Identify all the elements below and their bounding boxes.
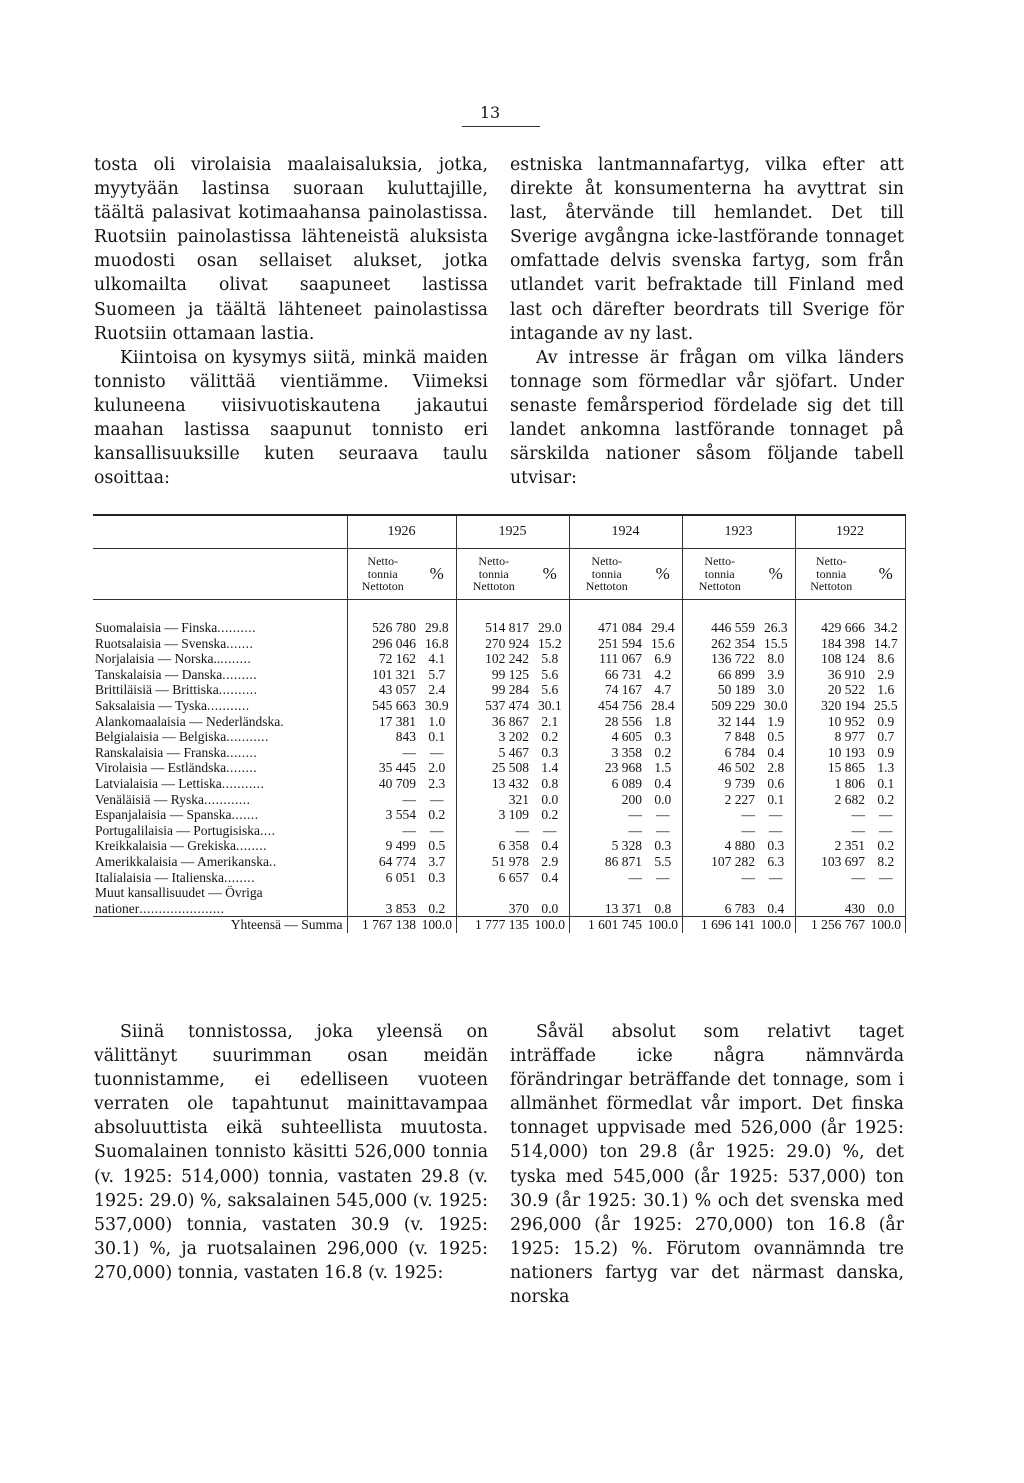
year-header: 1922 [795, 515, 905, 549]
percent-cell [531, 885, 569, 901]
nationality-cell: Kreikkalaisia — Grekiska........ [93, 838, 347, 854]
tonnage-cell: — [851, 869, 865, 885]
percent-cell: 2.9 [867, 667, 905, 683]
percent-cell: 1.8 [644, 714, 682, 730]
percent-cell: — [867, 807, 905, 823]
tonnage-cell [795, 885, 867, 901]
percent-cell: 0.1 [757, 792, 795, 808]
tonnage-cell: — [628, 807, 642, 823]
percent-cell: 6.3 [757, 854, 795, 870]
year-header-row [93, 515, 905, 549]
table-row [93, 854, 905, 870]
percent-cell [867, 885, 905, 901]
netto-header: Netto- tonnia Nettoton [682, 549, 757, 600]
percent-cell: — [757, 823, 795, 839]
tonnage-table [93, 514, 906, 933]
percent-header: % [418, 549, 456, 600]
percent-cell: 100.0 [644, 917, 682, 933]
tonnage-cell: 843 [395, 729, 416, 745]
tonnage-cell: 321 [508, 791, 529, 807]
nationality-cell: Muut kansallisuudet — Övriga [93, 885, 347, 901]
percent-cell: 30.1 [531, 698, 569, 714]
table-row [93, 870, 905, 886]
tonnage-cell [682, 885, 757, 901]
tonnage-cell: 64 774 [378, 853, 416, 869]
percent-cell: — [644, 823, 682, 839]
percent-cell: 5.5 [644, 854, 682, 870]
tonnage-cell: 13 432 [491, 775, 529, 791]
percent-cell: 15.6 [644, 636, 682, 652]
tonnage-cell: 4 880 [724, 838, 755, 854]
percent-cell: 0.0 [531, 792, 569, 808]
percent-cell: 0.1 [867, 776, 905, 792]
netto-header: Netto- tonnia Nettoton [795, 549, 867, 600]
percent-cell: 30.9 [418, 698, 456, 714]
nationality-cell: Virolaisia — Estländska........ [93, 760, 347, 776]
percent-cell: 15.2 [531, 636, 569, 652]
percent-cell: 0.4 [531, 870, 569, 886]
tonnage-cell: 25 508 [491, 760, 529, 776]
table-row [93, 807, 905, 823]
percent-cell: 100.0 [867, 917, 905, 933]
year-header: 1923 [682, 515, 795, 549]
percent-cell: — [757, 807, 795, 823]
tonnage-cell: 20 522 [827, 682, 865, 698]
table-row [93, 792, 905, 808]
percent-cell: 25.5 [867, 698, 905, 714]
tonnage-cell: 446 559 [711, 620, 755, 635]
percent-cell: — [644, 870, 682, 886]
tonnage-cell: — [402, 791, 416, 807]
tonnage-cell: 370 [508, 900, 529, 916]
finnish-text-top [94, 153, 488, 490]
table-row [93, 745, 905, 761]
percent-cell: 8.2 [867, 854, 905, 870]
tonnage-cell: 102 242 [485, 651, 529, 667]
percent-cell: — [418, 745, 456, 761]
tonnage-cell: 28 556 [604, 713, 642, 729]
tonnage-cell: 9 739 [724, 775, 755, 791]
percent-cell: 0.0 [867, 901, 905, 917]
netto-header: Netto- tonnia Nettoton [347, 549, 418, 600]
table-row [93, 838, 905, 854]
swedish-paragraph-3: Såväl absolut som relativt taget inträffade icke några nämnvärda förändringar beträffande det tonnage, som i allmänhet förmedlat vår import. Det finska tonnaget uppvisade med 526,000 (år 1925: 514,000) ton 29.8 (år 1925: 29.0) %, det tyska med 545,000 (år 1925: 537,000) ton 30.9 (år 1925: 30.1) % och det svenska med 296,000 (år 1925: 270,000) ton 16.8 (år 1925: 15.2) %. Förutom ovannämnda tre nationers fartyg var det närmast danska, norska [510, 1022, 904, 1308]
tonnage-cell: 66 731 [604, 666, 642, 682]
tonnage-cell: 101 321 [372, 666, 416, 682]
total-label: Yhteensä — Summa [93, 917, 347, 933]
percent-cell: 29.4 [644, 620, 682, 636]
tonnage-cell: 6 089 [611, 775, 642, 791]
percent-cell: 0.4 [757, 745, 795, 761]
nationality-cell: Alankomaalaisia — Nederländska. [93, 714, 347, 730]
tonnage-cell [347, 885, 418, 901]
table-row [93, 667, 905, 683]
percent-cell: 2.1 [531, 714, 569, 730]
tonnage-cell: 262 354 [711, 635, 755, 651]
table-row [93, 636, 905, 652]
percent-cell: 0.4 [757, 901, 795, 917]
percent-cell: 2.0 [418, 760, 456, 776]
tonnage-cell: 537 474 [485, 697, 529, 713]
tonnage-cell: 6 784 [724, 744, 755, 760]
finnish-paragraph-2: Kiintoisa on kysymys siitä, minkä maiden tonnisto välittää vientiämme. Viimeksi kuluneena viisivuotiskautena jakautui maahan lastissa saapunut tonnisto eri kansallisuuksille kuten seuraava taulu osoittaa: [94, 347, 488, 489]
percent-cell: 0.5 [418, 838, 456, 854]
nationality-cell: Belgialaisia — Belgiska........... [93, 729, 347, 745]
nationality-cell: Tanskalaisia — Danska......... [93, 667, 347, 683]
tonnage-cell: 72 162 [378, 651, 416, 667]
total-row [93, 917, 905, 933]
tonnage-cell: — [402, 822, 416, 838]
percent-cell: 0.3 [644, 838, 682, 854]
tonnage-cell: 103 697 [821, 853, 865, 869]
tonnage-cell: 17 381 [378, 713, 416, 729]
nationality-cell: Brittiläisiä — Brittiska.......... [93, 682, 347, 698]
table-row [93, 901, 905, 917]
tonnage-cell: 3 202 [498, 729, 529, 745]
percent-cell: — [757, 870, 795, 886]
tonnage-cell: 10 952 [827, 713, 865, 729]
percent-cell: 2.3 [418, 776, 456, 792]
percent-cell: 0.3 [757, 838, 795, 854]
tonnage-cell: 430 [844, 900, 865, 916]
tonnage-cell: 43 057 [378, 682, 416, 698]
percent-cell: — [531, 823, 569, 839]
percent-cell: 2.4 [418, 682, 456, 698]
percent-cell: 3.9 [757, 667, 795, 683]
tonnage-cell: 296 046 [372, 635, 416, 651]
percent-cell: 5.6 [531, 667, 569, 683]
percent-cell: 0.3 [644, 729, 682, 745]
percent-cell: 100.0 [757, 917, 795, 933]
tonnage-cell [569, 885, 644, 901]
percent-cell: 0.1 [418, 729, 456, 745]
tonnage-cell: 3 554 [385, 807, 416, 823]
tonnage-cell: — [628, 822, 642, 838]
percent-cell: 0.3 [418, 870, 456, 886]
percent-cell [644, 885, 682, 901]
percent-cell: 8.6 [867, 651, 905, 667]
table-row [93, 729, 905, 745]
percent-cell: 0.0 [644, 792, 682, 808]
percent-cell: 0.3 [531, 745, 569, 761]
percent-cell: 100.0 [418, 917, 456, 933]
percent-cell: 0.8 [531, 776, 569, 792]
tonnage-cell: 5 467 [498, 744, 529, 760]
tonnage-cell: 7 848 [724, 729, 755, 745]
tonnage-cell: — [741, 807, 755, 823]
tonnage-cell: — [515, 822, 529, 838]
tonnage-cell: 200 [621, 791, 642, 807]
nationality-cell: Suomalaisia — Finska.......... [93, 620, 347, 636]
percent-cell: — [418, 823, 456, 839]
nationality-cell: Espanjalaisia — Spanska....... [93, 807, 347, 823]
percent-header: % [867, 549, 905, 600]
percent-header: % [757, 549, 795, 600]
table-body [93, 620, 905, 933]
table-row [93, 823, 905, 839]
tonnage-cell: 1 806 [834, 775, 865, 791]
tonnage-cell: 51 978 [491, 853, 529, 869]
percent-cell: 0.6 [757, 776, 795, 792]
table-row [93, 620, 905, 636]
tonnage-cell: 251 594 [598, 635, 642, 651]
table-row [93, 760, 905, 776]
tonnage-cell: 3 109 [498, 807, 529, 823]
percent-cell: 1.0 [418, 714, 456, 730]
tonnage-cell: 108 124 [821, 651, 865, 667]
percent-cell: 34.2 [867, 620, 905, 636]
percent-header: % [531, 549, 569, 600]
table-row [93, 682, 905, 698]
percent-cell: 26.3 [757, 620, 795, 636]
swedish-paragraph-1: estniska lantmannafartyg, vilka efter att direkte åt konsumenterna ha avyttrat sin last, återvände till hemlandet. Det till Sverige avgångna icke-lastförande tonnaget omfattade delvis svenska fartyg, som från utlandet varit befraktade till Finland med last och därefter beordrats till Sverige för intagande av ny last. [510, 155, 904, 344]
percent-cell: 4.7 [644, 682, 682, 698]
percent-cell: 3.0 [757, 682, 795, 698]
percent-cell: 5.7 [418, 667, 456, 683]
percent-header: % [644, 549, 682, 600]
percent-cell: — [867, 823, 905, 839]
tonnage-cell: 2 227 [724, 791, 755, 807]
tonnage-cell: — [851, 807, 865, 823]
percent-cell: 0.5 [757, 729, 795, 745]
tonnage-cell: 15 865 [827, 760, 865, 776]
tonnage-cell: — [402, 744, 416, 760]
table-row [93, 651, 905, 667]
percent-cell: — [418, 792, 456, 808]
percent-cell: 1.9 [757, 714, 795, 730]
tonnage-cell: 6 657 [498, 869, 529, 885]
tonnage-cell: 1 696 141 [682, 917, 757, 933]
percent-cell: — [867, 870, 905, 886]
percent-cell: 5.8 [531, 651, 569, 667]
tonnage-cell: 4 605 [611, 729, 642, 745]
percent-cell: 0.8 [644, 901, 682, 917]
table-row [93, 885, 905, 901]
tonnage-cell [456, 885, 531, 901]
tonnage-cell: 35 445 [378, 760, 416, 776]
tonnage-cell: 10 193 [827, 744, 865, 760]
percent-cell: 1.5 [644, 760, 682, 776]
percent-cell: 2.9 [531, 854, 569, 870]
nationality-cell: Amerikkalaisia — Amerikanska.. [93, 854, 347, 870]
page-number-rule [462, 126, 540, 127]
percent-cell: 0.2 [531, 729, 569, 745]
percent-cell [418, 885, 456, 901]
percent-cell: 0.2 [418, 901, 456, 917]
tonnage-cell: 270 924 [485, 635, 529, 651]
swedish-text-top [510, 153, 904, 490]
percent-cell: 1.3 [867, 760, 905, 776]
percent-cell: 16.8 [418, 636, 456, 652]
tonnage-cell: 1 601 745 [569, 917, 644, 933]
percent-cell: 0.4 [644, 776, 682, 792]
tonnage-cell: 86 871 [604, 853, 642, 869]
tonnage-cell: 509 229 [711, 697, 755, 713]
tonnage-cell: 320 194 [821, 697, 865, 713]
percent-cell: 2.8 [757, 760, 795, 776]
tonnage-cell: 32 144 [717, 713, 755, 729]
tonnage-cell: 429 666 [821, 620, 865, 635]
percent-cell: — [644, 807, 682, 823]
tonnage-cell: 3 853 [385, 900, 416, 916]
tonnage-cell: 6 358 [498, 838, 529, 854]
swedish-paragraph-2: Av intresse är frågan om vilka länders tonnage som förmedlar vår sjöfart. Under senaste femårsperiod fördelade sig det till landet ankomna lastförande tonnaget på särskilda nationer såsom följande tabell utvisar: [510, 347, 904, 489]
year-header: 1924 [569, 515, 682, 549]
tonnage-cell: 50 189 [717, 682, 755, 698]
nationality-cell: Saksalaisia — Tyska........... [93, 698, 347, 714]
percent-cell: 4.1 [418, 651, 456, 667]
tonnage-cell: 2 351 [834, 838, 865, 854]
percent-cell: 0.9 [867, 714, 905, 730]
percent-cell: 0.4 [531, 838, 569, 854]
percent-cell: 0.7 [867, 729, 905, 745]
percent-cell: 0.2 [867, 838, 905, 854]
percent-cell: 1.6 [867, 682, 905, 698]
finnish-text-bottom [94, 1020, 488, 1285]
tonnage-cell: 454 756 [598, 697, 642, 713]
percent-cell: 29.8 [418, 620, 456, 636]
tonnage-cell: 13 371 [604, 900, 642, 916]
tonnage-cell: 471 084 [598, 620, 642, 635]
tonnage-cell: 5 328 [611, 838, 642, 854]
percent-cell: 8.0 [757, 651, 795, 667]
tonnage-cell: 40 709 [378, 775, 416, 791]
tonnage-cell: 99 284 [491, 682, 529, 698]
nationality-header [93, 515, 347, 549]
nationality-cell: Ruotsalaisia — Svenska....... [93, 636, 347, 652]
percent-cell: 6.9 [644, 651, 682, 667]
tonnage-cell: 111 067 [599, 651, 642, 667]
tonnage-cell: 1 256 767 [795, 917, 867, 933]
tonnage-cell: 107 282 [711, 853, 755, 869]
tonnage-cell: 184 398 [821, 635, 865, 651]
nationality-cell: Italialaisia — Italienska........ [93, 870, 347, 886]
tonnage-cell: 545 663 [372, 697, 416, 713]
tonnage-cell: — [741, 869, 755, 885]
year-header: 1925 [456, 515, 569, 549]
tonnage-cell: 1 777 135 [456, 917, 531, 933]
nationality-subheader [93, 549, 347, 600]
tonnage-cell: 2 682 [834, 791, 865, 807]
nationality-cell: Ranskalaisia — Franska........ [93, 745, 347, 761]
table-row [93, 776, 905, 792]
table-row [93, 714, 905, 730]
tonnage-cell: 99 125 [491, 666, 529, 682]
nationality-cell: Venäläisiä — Ryska............ [93, 792, 347, 808]
finnish-paragraph-3: Siinä tonnistossa, joka yleensä on välittänyt suurimman osan meidän tuonnistamme, ei edelliseen vuoteen verraten ole tapahtunut mainittavampaa absoluuttista eikä suhteellista muutosta. Suomalainen tonnisto käsitti 526,000 tonnia (v. 1925: 514,000) tonnia, vastaten 29.8 (v. 1925: 29.0) %, saksalainen 545,000 (v. 1925: 537,000) tonnia, vastaten 30.9 (v. 1925: 30.1) %, ja ruotsalainen 296,000 (v. 1925: 270,000) tonnia, vastaten 16.8 (v. 1925: [94, 1022, 488, 1283]
percent-cell: 100.0 [531, 917, 569, 933]
swedish-text-bottom [510, 1020, 904, 1309]
table-row [93, 698, 905, 714]
percent-cell: 4.2 [644, 667, 682, 683]
tonnage-cell: 1 767 138 [347, 917, 418, 933]
nationality-cell: Portugalilaisia — Portugisiska.... [93, 823, 347, 839]
tonnage-cell: 9 499 [385, 838, 416, 854]
page-number: 13 [479, 103, 501, 122]
sub-header-row [93, 549, 905, 600]
percent-cell: 0.2 [644, 745, 682, 761]
netto-header: Netto- tonnia Nettoton [456, 549, 531, 600]
percent-cell: 30.0 [757, 698, 795, 714]
nationality-cell: nationer...................... [93, 901, 347, 917]
tonnage-cell: 36 867 [491, 713, 529, 729]
netto-header: Netto- tonnia Nettoton [569, 549, 644, 600]
percent-cell: 14.7 [867, 636, 905, 652]
tonnage-cell: 66 899 [717, 666, 755, 682]
nationality-tonnage-table [93, 514, 905, 933]
tonnage-cell: 514 817 [485, 620, 529, 635]
nationality-cell: Norjalaisia — Norska.......... [93, 651, 347, 667]
tonnage-cell: 23 968 [604, 760, 642, 776]
percent-cell: 0.0 [531, 901, 569, 917]
tonnage-cell: 3 358 [611, 744, 642, 760]
percent-cell: 1.4 [531, 760, 569, 776]
tonnage-cell: — [851, 822, 865, 838]
percent-cell: 28.4 [644, 698, 682, 714]
tonnage-cell: 526 780 [372, 620, 416, 635]
percent-cell [757, 885, 795, 901]
nationality-cell: Latvialaisia — Lettiska........... [93, 776, 347, 792]
tonnage-cell: — [741, 822, 755, 838]
percent-cell: 15.5 [757, 636, 795, 652]
tonnage-cell: 46 502 [717, 760, 755, 776]
finnish-paragraph-1: tosta oli virolaisia maalaisaluksia, jotka, myytyään lastinsa suoraan kuluttajille, täältä palasivat kotimaahansa painolastissa. Ruotsiin painolastissa lähteneistä aluksista muodosti osan sellaiset alukset, jotka ulkomailta olivat saapuneet lastissa Suomeen ja täältä lähteneet painolastissa Ruotsiin ottamaan lastia. [94, 155, 488, 344]
percent-cell: 29.0 [531, 620, 569, 636]
tonnage-cell: 136 722 [711, 651, 755, 667]
tonnage-cell: 6 783 [724, 900, 755, 916]
tonnage-cell: 74 167 [604, 682, 642, 698]
percent-cell: 0.9 [867, 745, 905, 761]
tonnage-cell: 8 977 [834, 729, 865, 745]
tonnage-cell: 36 910 [827, 666, 865, 682]
percent-cell: 0.2 [531, 807, 569, 823]
percent-cell: 0.2 [418, 807, 456, 823]
year-header: 1926 [347, 515, 456, 549]
tonnage-cell: 6 051 [385, 869, 416, 885]
percent-cell: 3.7 [418, 854, 456, 870]
percent-cell: 5.6 [531, 682, 569, 698]
percent-cell: 0.2 [867, 792, 905, 808]
tonnage-cell: — [628, 869, 642, 885]
